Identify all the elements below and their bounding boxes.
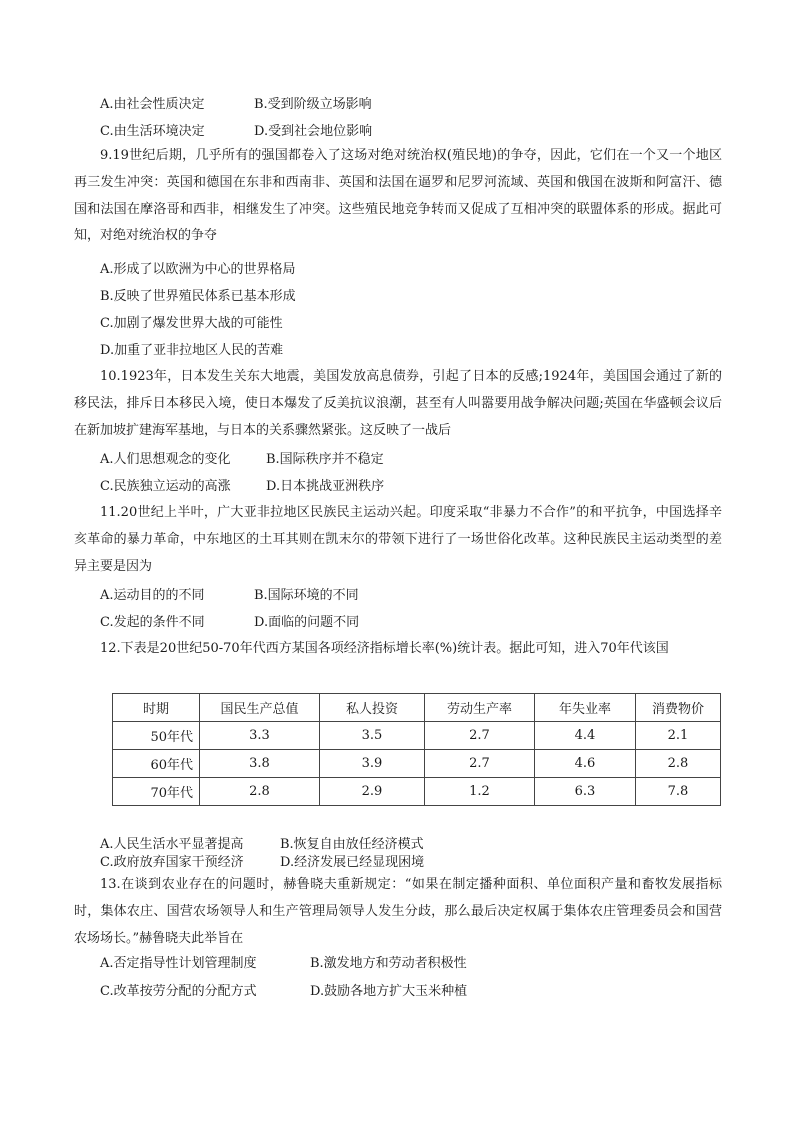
q11-option-b: B.国际环境的不同 [254,588,359,603]
q12-option-c: C.政府放弃国家干预经济 [100,855,244,870]
q10-option-d: D.日本挑战亚洲秩序 [266,479,385,494]
table-header-cell: 劳动生产率 [425,694,535,722]
q12-option-a: A.人民生活水平显著提高 [100,837,244,852]
table-cell-period: 60年代 [113,750,200,778]
table-cell: 2.9 [320,778,425,806]
table-row [113,750,721,778]
table-cell: 6.3 [535,778,636,806]
q12-statistics-table [112,693,721,806]
table-cell: 7.8 [636,778,721,806]
table-header-cell: 国民生产总值 [200,694,320,722]
q12-option-b: B.恢复自由放任经济模式 [280,837,424,852]
table-cell: 1.2 [425,778,535,806]
table-header-cell: 年失业率 [535,694,636,722]
table-cell-period: 70年代 [113,778,200,806]
table-header-cell: 消费物价 [636,694,721,722]
table-cell: 2.7 [425,722,535,750]
q10-stem: 10.1923年，日本发生关东大地震，美国发放高息债券，引起了日本的反感;1924年，美国国会通过了新的移民法，排斥日本移民入境，使日本爆发了反美抗议浪潮，甚至有人叫嚣要用战争解决问题;英国在华盛顿会议后在新加坡扩建海军基地，与日本的关系骤然紧张。这反映了一战后 [74,369,722,438]
q13-stem: 13.在谈到农业存在的问题时，赫鲁晓夫重新规定：“如果在制定播种面积、单位面积产量和畜牧发展指标时，集体农庄、国营农场领导人和生产管理局领导人发生分歧，那么最后决定权属于集体农庄管理委员会和国营农场场长。”赫鲁晓夫此举旨在 [74,877,722,946]
q13-option-a: A.否定指导性计划管理制度 [100,956,257,971]
q9-option-a: A.形成了以欧洲为中心的世界格局 [100,262,296,277]
table-cell: 3.3 [200,722,320,750]
table-cell: 3.5 [320,722,425,750]
table-row [113,722,721,750]
q12-option-d: D.经济发展已经显现困境 [280,855,425,870]
q8-option-d: D.受到社会地位影响 [254,124,373,139]
table-cell: 2.7 [425,750,535,778]
q11-option-c: C.发起的条件不同 [100,615,205,630]
table-cell: 2.1 [636,722,721,750]
q11-option-a: A.运动目的的不同 [100,588,205,603]
q8-option-b: B.受到阶级立场影响 [254,97,372,112]
table-header-cell: 私人投资 [320,694,425,722]
q10-option-c: C.民族独立运动的高涨 [100,479,231,494]
table-header-cell: 时期 [113,694,200,722]
q9-option-b: B.反映了世界殖民体系已基本形成 [100,289,296,304]
q10-option-b: B.国际秩序并不稳定 [266,452,384,467]
table-row [113,778,721,806]
table-cell: 2.8 [200,778,320,806]
table-cell-period: 50年代 [113,722,200,750]
table-cell: 2.8 [636,750,721,778]
q13-option-b: B.激发地方和劳动者积极性 [310,956,467,971]
table-cell: 3.8 [200,750,320,778]
q11-option-d: D.面临的问题不同 [254,615,360,630]
q8-option-a: A.由社会性质决定 [100,97,205,112]
q9-option-c: C.加剧了爆发世界大战的可能性 [100,316,283,331]
q10-option-a: A.人们思想观念的变化 [100,452,231,467]
q8-option-c: C.由生活环境决定 [100,124,205,139]
table-header-row [113,694,721,722]
q9-stem: 9.19世纪后期，几乎所有的强国都卷入了这场对绝对统治权(殖民地)的争夺，因此，它们在一个又一个地区再三发生冲突：英国和德国在东非和西南非、英国和法国在逼罗和尼罗河流域、英国和俄国在波斯和阿富汗、德国和法国在摩洛哥和西非，相继发生了冲突。这些殖民地竞争转而又促成了互相冲突的联盟体系的形成。据此可知，对绝对统治权的争夺 [74,148,722,244]
q13-option-c: C.改革按劳分配的分配方式 [100,984,257,999]
table-cell: 4.4 [535,722,636,750]
q13-option-d: D.鼓励各地方扩大玉米种植 [310,984,468,999]
table-cell: 3.9 [320,750,425,778]
q11-stem: 11.20世纪上半叶，广大亚非拉地区民族民主运动兴起。印度采取“非暴力不合作”的和平抗争，中国选择辛亥革命的暴力革命，中东地区的土耳其则在凯末尔的带领下进行了一场世俗化改革。这种民族民主运动类型的差异主要是因为 [74,505,722,574]
q12-stem: 12.下表是20世纪50-70年代西方某国各项经济指标增长率(%)统计表。据此可知，进入70年代该国 [100,641,669,656]
q9-option-d: D.加重了亚非拉地区人民的苦难 [100,343,284,358]
table-cell: 4.6 [535,750,636,778]
